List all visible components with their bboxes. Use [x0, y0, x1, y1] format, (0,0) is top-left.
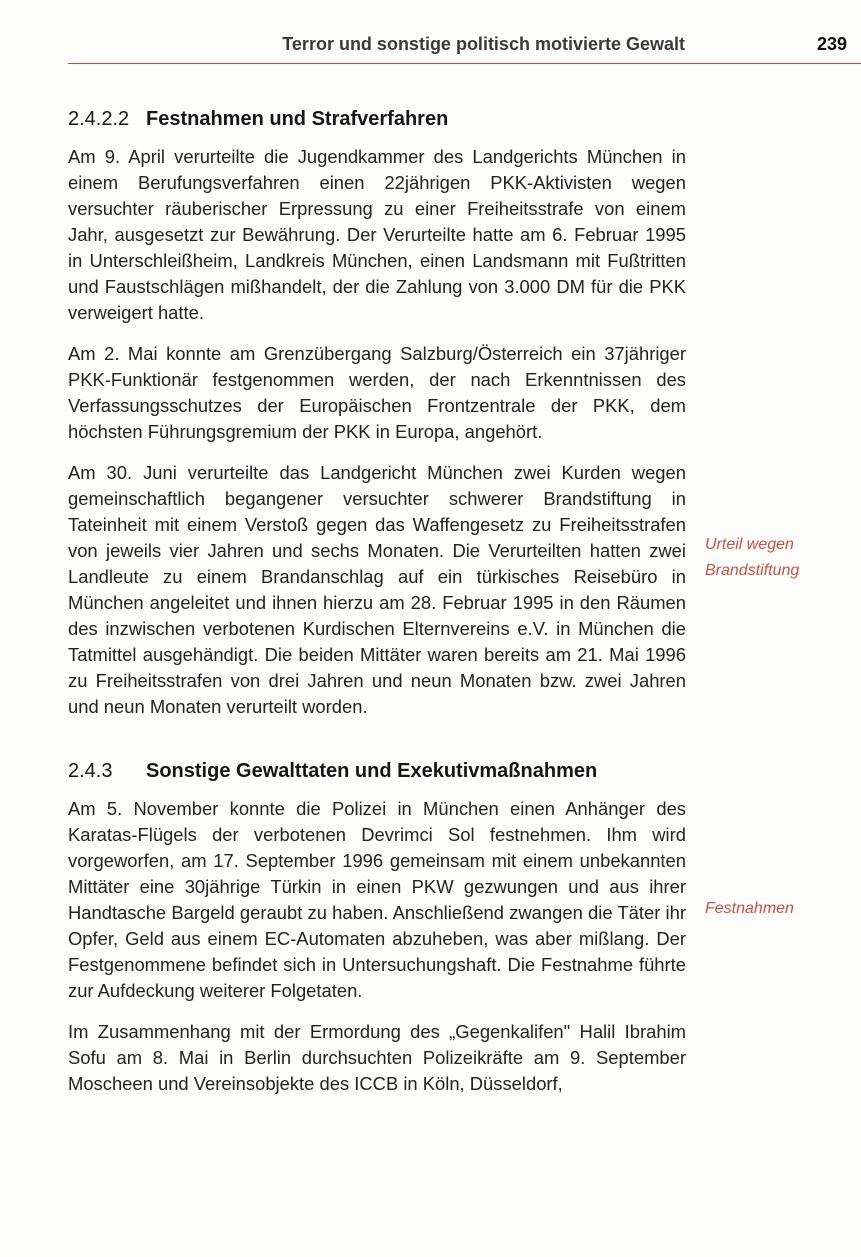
- paragraph: Am 2. Mai konnte am Grenzübergang Salzburg/Österreich ein 37jähriger PKK-Funktionär festgenommen werden, der nach Erkenntnissen des Verfassungsschutzes der Europäischen Frontzentrale der PKK, dem höchsten Führungsgremium der PKK in Europa, angehört.: [68, 343, 686, 442]
- body-text: [68, 104, 686, 1112]
- running-title: Terror und sonstige politisch motivierte Gewalt: [282, 34, 685, 54]
- margin-note: Urteil wegen Brandstiftung: [705, 536, 800, 579]
- paragraph: Im Zusammenhang mit der Ermordung des „Gegenkalifen" Halil Ibrahim Sofu am 8. Mai in Berlin durchsuchten Polizeikräfte am 9. September Moscheen und Vereinsobjekte des ICCB in Köln, Düsseldorf,: [68, 1021, 686, 1094]
- section-number: 2.4.2.2: [68, 108, 130, 130]
- section-title: Festnahmen und Strafverfahren: [146, 108, 449, 130]
- page-header: [0, 34, 861, 64]
- paragraph: Am 9. April verurteilte die Jugendkammer des Landgerichts München in einem Berufungsverfahren einen 22jährigen PKK-Aktivisten wegen versuchter räuberischer Erpressung zu einer Freiheitsstrafe von einem Jahr, ausgesetzt zur Bewährung. Der Verurteilte hatte am 6. Februar 1995 in Unterschleißheim, Landkreis München, einen Landsmann mit Fußtritten und Faustschlägen mißhandelt, der die Zahlung von 3.000 DM für die PKK verweigert hatte.: [68, 146, 686, 323]
- paragraph: Am 5. November konnte die Polizei in München einen Anhänger des Karatas-Flügels der verbotenen Devrimci Sol festnehmen. Ihm wird vorgeworfen, am 17. September 1996 gemeinsam mit einem unbekannten Mittäter eine 30jährige Türkin in einen PKW gezwungen und aus ihrer Handtasche Bargeld geraubt zu haben. Anschließend zwangen die Täter ihr Opfer, Geld aus einem EC-Automaten abzuheben, was aber mißlang. Der Festgenommene befindet sich in Untersuchungshaft. Die Festnahme führte zur Aufdeckung weiterer Folgetaten.: [68, 798, 686, 1001]
- section-heading: [68, 104, 686, 134]
- section-heading: [68, 756, 686, 786]
- margin-note: Festnahmen: [705, 900, 794, 917]
- page-number: 239: [816, 34, 847, 54]
- paragraph: Am 30. Juni verurteilte das Landgericht München zwei Kurden wegen gemeinschaftlich begangener versuchter schwerer Brandstiftung in Tateinheit mit einem Verstoß gegen das Waffengesetz zu Freiheitsstrafen von jeweils vier Jahren und sechs Monaten. Die Verurteilten hatten zwei Landleute zu einem Brandanschlag auf ein türkisches Reisebüro in München angeleitet und ihnen hierzu am 28. Februar 1995 in den Räumen des inzwischen verbotenen Kurdischen Elternvereins e.V. in München die Tatmittel ausgehändigt. Die beiden Mittäter waren bereits am 21. Mai 1996 zu Freiheitsstrafen von drei Jahren und neun Monaten bzw. zwei Jahren und neun Monaten verurteilt worden.: [68, 462, 686, 717]
- section-title: Sonstige Gewalttaten und Exekutivmaßnahmen: [146, 760, 598, 782]
- header-rule: [68, 63, 861, 64]
- section-number: 2.4.3: [68, 760, 113, 782]
